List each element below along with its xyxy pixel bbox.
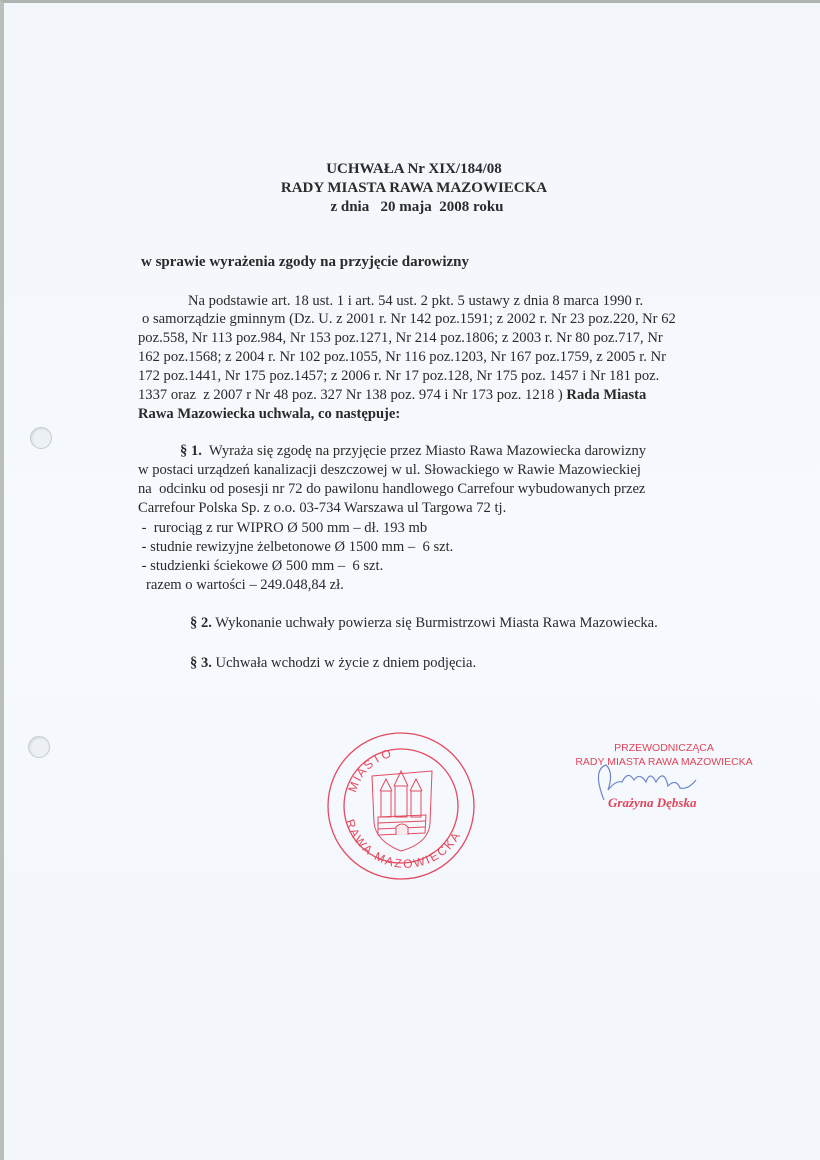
city-seal (326, 731, 476, 881)
section-2-marker: § 2. (190, 615, 212, 631)
section-2 (190, 614, 658, 632)
preamble-line: 162 poz.1568; z 2004 r. Nr 102 poz.1055, Nr 116 poz.1203, Nr 167 poz.1759, z 2005 r. Nr (138, 349, 667, 365)
section-1-item: - studzienki ściekowe Ø 500 mm – 6 szt. (138, 558, 384, 574)
signature-title: PRZEWODNICZĄCA (614, 742, 714, 754)
preamble-line-last (138, 386, 646, 404)
section-3-text: Uchwała wchodzi w życie z dniem podjęcia. (211, 655, 477, 671)
coat-of-arms-icon (372, 771, 432, 851)
seal-top-text: MIASTO (345, 745, 395, 794)
signatory-name: Grażyna Dębska (608, 795, 697, 810)
resolution-subject: w sprawie wyrażenia zgody na przyjęcie darowizny (141, 254, 470, 270)
preamble-text: 1337 oraz z 2007 r Nr 48 poz. 327 Nr 138 poz. 974 i Nr 173 poz. 1218 ) (138, 387, 567, 403)
council-name: RADY MIASTA RAWA MAZOWIECKA (280, 180, 548, 196)
seal-bottom-text: RAWA MAZOWIECKA (342, 817, 464, 872)
preamble-line: 172 poz.1441, Nr 175 poz.1457; z 2006 r. Nr 17 poz.128, Nr 175 poz. 1457 i Nr 181 poz. (138, 368, 660, 384)
punch-hole (30, 427, 52, 449)
section-3 (190, 654, 476, 672)
section-1-line: w postaci urządzeń kanalizacji deszczowej w ul. Słowackiego w Rawie Mazowieckiej (138, 462, 641, 478)
punch-hole (28, 736, 50, 758)
resolution-date: z dnia 20 maja 2008 roku (330, 199, 504, 215)
section-2-text: Wykonanie uchwały powierza się Burmistrzowi Miasta Rawa Mazowiecka. (211, 615, 658, 631)
preamble-line: Na podstawie art. 18 ust. 1 i art. 54 ust. 2 pkt. 5 ustawy z dnia 8 marca 1990 r. (188, 293, 644, 309)
section-1-item: - studnie rewizyjne żelbetonowe Ø 1500 mm – 6 szt. (138, 539, 454, 555)
preamble-line: o samorządzie gminnym (Dz. U. z 2001 r. Nr 142 poz.1591; z 2002 r. Nr 23 poz.220, Nr 62 (142, 311, 676, 327)
section-1-total: razem o wartości – 249.048,84 zł. (146, 577, 344, 593)
section-3-marker: § 3. (190, 655, 212, 671)
section-1-first-line (180, 442, 646, 460)
preamble-line: poz.558, Nr 113 poz.984, Nr 153 poz.1271, Nr 214 poz.1806; z 2003 r. Nr 80 poz.717, Nr (138, 330, 663, 346)
signature-council: RADY MIASTA RAWA MAZOWIECKA (575, 756, 753, 768)
preamble-bold: Rada Miasta (566, 387, 647, 403)
resolution-header (4, 160, 820, 217)
section-1-line: Carrefour Polska Sp. z o.o. 03-734 Warszawa ul Targowa 72 tj. (138, 500, 507, 516)
section-1-marker: § 1. (180, 443, 202, 459)
resolution-number: UCHWAŁA Nr XIX/184/08 (326, 161, 502, 177)
preamble-conclusion: Rawa Mazowiecka uchwala, co następuje: (138, 406, 401, 422)
section-1-item: - rurociąg z rur WIPRO Ø 500 mm – dł. 193 mb (138, 520, 428, 536)
section-1-line: na odcinku od posesji nr 72 do pawilonu handlowego Carrefour wybudowanych przez (138, 481, 646, 497)
section-1-text: Wyraża się zgodę na przyjęcie przez Miasto Rawa Mazowiecka darowizny (201, 443, 647, 459)
